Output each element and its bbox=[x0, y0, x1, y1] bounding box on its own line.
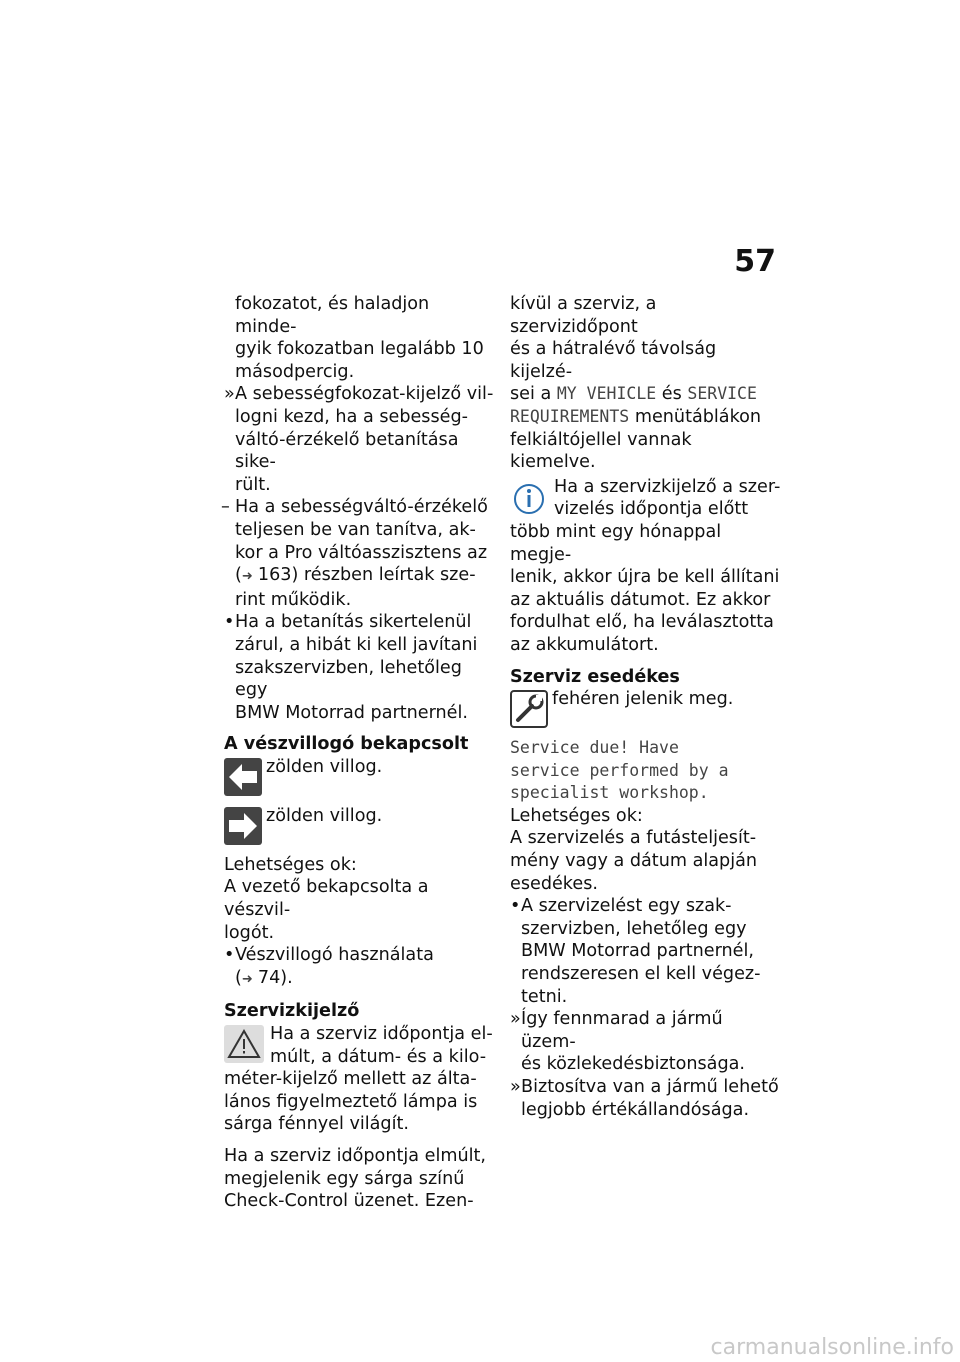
result-marker: » bbox=[510, 1077, 521, 1097]
reference-arrow-icon: ➜ bbox=[241, 971, 253, 987]
info-icon bbox=[510, 478, 548, 516]
bullet-marker: • bbox=[510, 896, 521, 917]
bullet-item: • Vészvillogó használata (➜ 74). bbox=[224, 944, 494, 991]
result-marker: » bbox=[510, 1009, 521, 1030]
section-heading-service-due: Szerviz esedékes bbox=[510, 666, 680, 687]
result-item: » A sebességfokozat-kijelző vil- logni kezd, ha a sebesség- váltó-érzékelő betanítása sike- rült. bbox=[224, 384, 494, 495]
info-paragraph: Ha a szervizkijelző a szer- vizelés időpontja előtt több mint egy hónappal megje- lenik, akkor újra be kell állítani az aktuális dátumot. Ez akkor fordulhat elő, ha leválasztotta az akkumulátort. bbox=[510, 476, 781, 655]
arrow-left-icon bbox=[224, 758, 262, 796]
right-column: kívül a szerviz, a szervizidőpont és a hátralévő távolság kijelzé- sei a MY VEHICLE és SERVICE REQUIREMENTS menütáblákon felkiáltójellel vannak kiemelve. Ha a szervizkijelző a szer- vizelés időpontja előtt több mint egy hónappal megje- lenik, akkor újra be kell állítani az aktuális dátumot. Ez akkor fordulhat elő, ha leválasztotta az akkumulátort. Szerviz esedékes fehéren jelenik meg. Service due! Have service performed by a specialist workshop. Lehetséges ok: A szervizelés a futásteljesít- mény vagy a dátum alapján esedékes. • A szervizelést egy szak- szervizben, lehetőleg egy BMW Motorrad partnernél, rendszeresen el kell végez- tetni. » Így fennmarad a jármű üzem- és közlekedésbiztonsága. » Biztosítva van a jármű lehető legjobb értékállandósága. bbox=[510, 294, 781, 1120]
cause-label: Lehetséges ok: bbox=[224, 854, 357, 875]
menu-my-vehicle: MY VEHICLE bbox=[556, 384, 657, 404]
cause-label: Lehetséges ok: bbox=[510, 805, 643, 826]
page-reference: (➜ 163) részben leírtak sze- bbox=[235, 564, 494, 589]
footer-watermark: carmanualsonline.info bbox=[710, 1335, 954, 1360]
result-item: » Biztosítva van a jármű lehető legjobb értékállandósága. bbox=[510, 1077, 779, 1120]
paragraph: Ha a szerviz időpontja elmúlt, megjelenik egy sárga színű Check-Control üzenet. Ezen- bbox=[224, 1146, 487, 1212]
dash-marker: – bbox=[221, 497, 230, 518]
left-column: fokozatot, és haladjon minde- gyik fokozatban legalább 10 másodpercig. » A sebességfokozat-kijelző vil- logni kezd, ha a sebesség- váltó-érzékelő betanítása sike- rült. – Ha a sebességváltó-érzékelő teljesen be van tanítva, ak- kor a Pro váltóasszisztens az (➜ 163) részben leírtak sze- rint működik. • Ha a betanítás sikertelenül zárul, a hibát ki kell javítani szakszervizben, lehetőleg egy BMW Motorrad partnernél. A vészvillogó bekapcsolt zölden villog. zölden villog. Lehetséges ok: A vezető bekapcsolta a vészvil- logót. • Vészvillogó használata (➜ 74). Szervizkijelző Ha a szerviz időpontja el- múlt, a dátum- és a kilo- méter-kijelző mellett az álta- lános figyelmeztető lámpa is sárga fénnyel világít. Ha a szerviz időpontja elmúlt, megjelenik egy sárga színű Check-Control üzenet. Ezen- bbox=[221, 294, 494, 1212]
result-marker: » bbox=[224, 384, 235, 405]
bullet-marker: • bbox=[224, 612, 235, 633]
result-item: » Így fennmarad a jármű üzem- és közlekedésbiztonsága. bbox=[510, 1009, 745, 1075]
menu-reference-line: sei a MY VEHICLE és SERVICE bbox=[510, 384, 757, 405]
bullet-item: • Ha a betanítás sikertelenül zárul, a hibát ki kell javítani szakszervizben, lehetőleg egy BMW Motorrad partnernél. bbox=[224, 612, 478, 723]
page-number: 57 bbox=[734, 244, 776, 279]
menu-requirements: REQUIREMENTS bbox=[510, 406, 630, 426]
paragraph-continued: fokozatot, és haladjon minde- gyik fokozatban legalább 10 másodpercig. bbox=[235, 294, 484, 382]
service-icon-row: fehéren jelenik meg. bbox=[510, 688, 782, 728]
warning-triangle-icon bbox=[224, 1025, 264, 1063]
arrow-right-icon bbox=[224, 807, 262, 845]
check-control-message: Service due! Have service performed by a specialist workshop. bbox=[510, 738, 729, 803]
bullet-marker: • bbox=[224, 945, 235, 966]
wrench-icon bbox=[510, 690, 548, 728]
bullet-item: • A szervizelést egy szak- szervizben, lehetőleg egy BMW Motorrad partnernél, rendszeresen el kell végez- tetni. bbox=[510, 896, 761, 1007]
right-turn-indicator-row: zölden villog. bbox=[224, 805, 494, 845]
section-heading-hazard: A vészvillogó bekapcsolt bbox=[224, 734, 469, 755]
warning-paragraph: Ha a szerviz időpontja el- múlt, a dátum- és a kilo- méter-kijelző mellett az álta- lános figyelmeztető lámpa is sárga fénnyel világít. bbox=[224, 1024, 493, 1135]
reference-arrow-icon: ➜ bbox=[241, 569, 253, 585]
menu-service: SERVICE bbox=[687, 384, 757, 404]
dash-item: – Ha a sebességváltó-érzékelő teljesen be van tanítva, ak- kor a Pro váltóasszisztens az (➜ 163) részben leírtak sze- rint működik. bbox=[224, 496, 494, 611]
left-turn-indicator-row: zölden villog. bbox=[224, 756, 494, 796]
section-heading-service-indicator: Szervizkijelző bbox=[224, 1001, 360, 1022]
page-reference: (➜ 74). bbox=[235, 967, 494, 992]
